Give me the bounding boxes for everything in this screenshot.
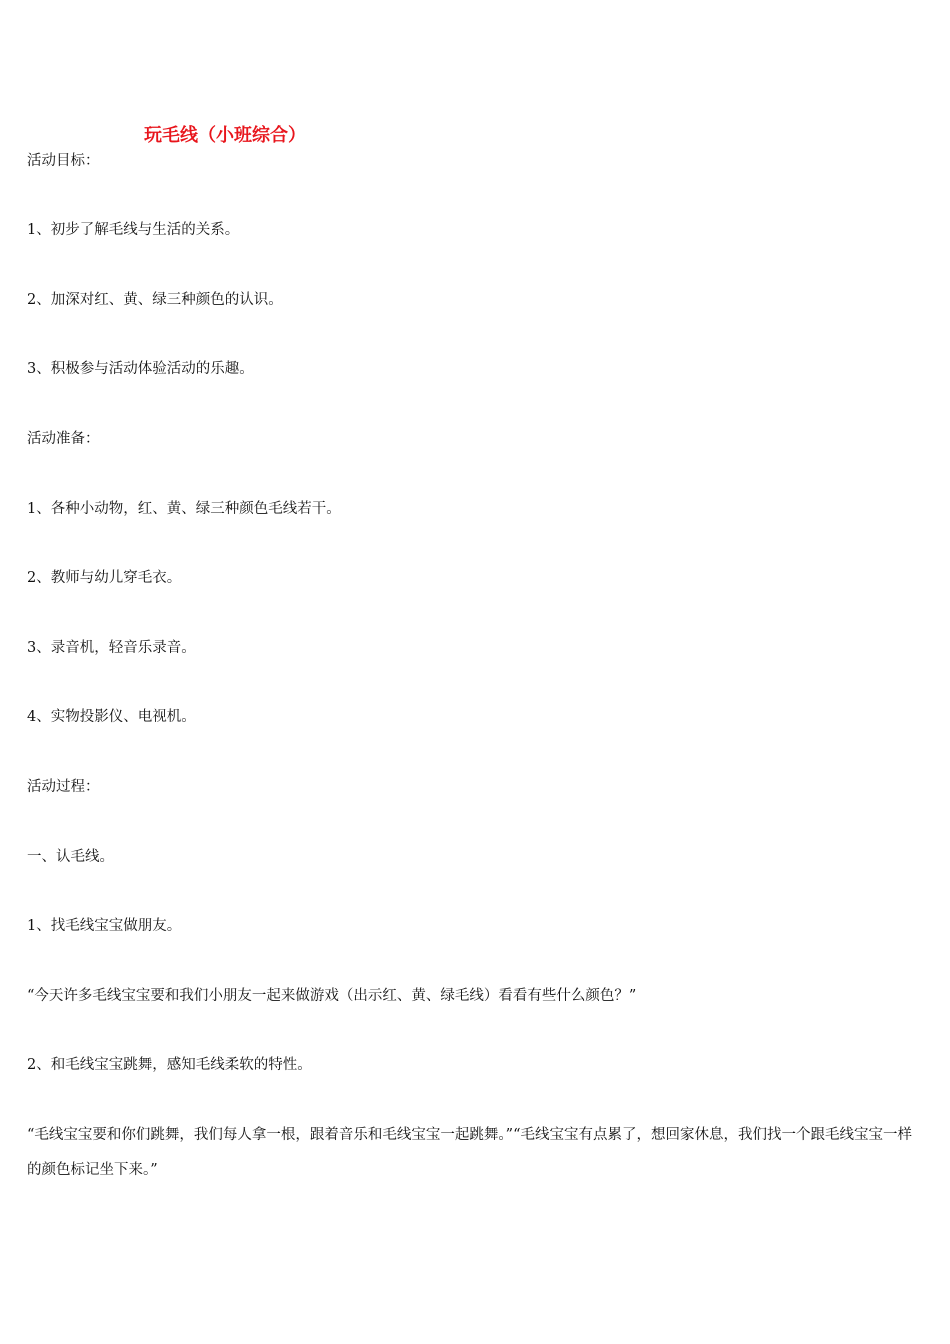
preparation-item-1: 1、各种小动物，红、黄、绿三种颜色毛线若干。: [27, 501, 341, 517]
document-title: 玩毛线（小班综合）: [144, 125, 306, 146]
preparation-item-2: 2、教师与幼儿穿毛衣。: [27, 570, 182, 586]
goal-item-3: 3、积极参与活动体验活动的乐趣。: [27, 361, 254, 377]
preparation-item-4: 4、实物投影仪、电视机。: [27, 709, 196, 725]
section-heading-process: 活动过程：: [27, 779, 100, 795]
section-heading-preparation: 活动准备：: [27, 431, 100, 447]
process-quote-2: “毛线宝宝要和你们跳舞，我们每人拿一根，跟着音乐和毛线宝宝一起跳舞。”“毛线宝宝有点累了，想回家休息，我们找一个跟毛线宝宝一样的颜色标记坐下来。”: [27, 1127, 912, 1178]
process-item-2: 2、和毛线宝宝跳舞，感知毛线柔软的特性。: [27, 1057, 312, 1073]
process-step-heading: 一、认毛线。: [27, 849, 114, 865]
process-item-1: 1、找毛线宝宝做朋友。: [27, 918, 182, 934]
process-quote-1: “今天许多毛线宝宝要和我们小朋友一起来做游戏（出示红、黄、绿毛线）看看有些什么颜色？”: [27, 988, 637, 1004]
goal-item-2: 2、加深对红、黄、绿三种颜色的认识。: [27, 292, 283, 308]
preparation-item-3: 3、录音机，轻音乐录音。: [27, 640, 196, 656]
goal-item-1: 1、初步了解毛线与生活的关系。: [27, 222, 240, 238]
section-heading-goals: 活动目标：: [27, 153, 100, 169]
